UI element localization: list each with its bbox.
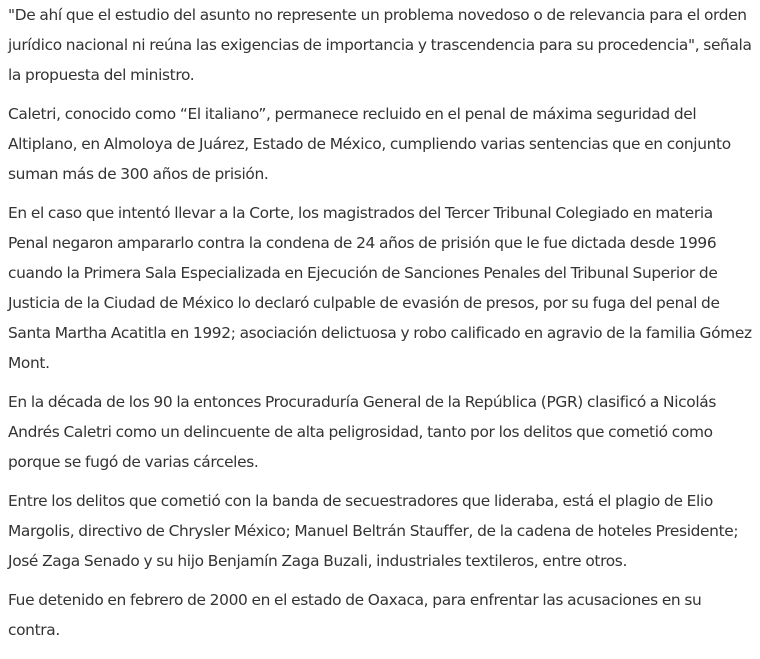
article-paragraph-5: Entre los delitos que cometió con la banda de secuestradores que lideraba, está el plagio de Elio Margolis, directivo de Chrysler México; Manuel Beltrán Stauffer, de la cadena de hoteles Presidente; José Zaga Senado y su hijo Benjamín Zaga Buzali, industriales textileros, entre otros. xyxy=(8,492,739,570)
article-paragraph-6: Fue detenido en febrero de 2000 en el estado de Oaxaca, para enfrentar las acusaciones en su contra. xyxy=(8,591,702,639)
article-paragraph-2: Caletri, conocido como “El italiano”, permanece recluido en el penal de máxima seguridad del Altiplano, en Almoloya de Juárez, Estado de México, cumpliendo varias sentencias que en conjunto suman más de 300 años de prisión. xyxy=(8,105,731,183)
article-paragraph-3: En el caso que intentó llevar a la Corte, los magistrados del Tercer Tribunal Colegiado en materia Penal negaron ampararlo contra la condena de 24 años de prisión que le fue dictada desde 1996 cuando la Primera Sala Especializada en Ejecución de Sanciones Penales del Tribunal Superior de Justicia de la Ciudad de México lo declaró culpable de evasión de presos, por su fuga del penal de Santa Martha Acatitla en 1992; asociación delictuosa y robo calificado en agravio de la familia Gómez Mont. xyxy=(8,204,752,372)
article-paragraph-1: "De ahí que el estudio del asunto no represente un problema novedoso o de relevancia para el orden jurídico nacional ni reúna las exigencias de importancia y trascendencia para su procedencia", señala la propuesta del ministro. xyxy=(8,6,752,84)
article-paragraph-4: En la década de los 90 la entonces Procuraduría General de la República (PGR) clasificó a Nicolás Andrés Caletri como un delincuente de alta peligrosidad, tanto por los delitos que cometió como porque se fugó de varias cárceles. xyxy=(8,393,716,471)
